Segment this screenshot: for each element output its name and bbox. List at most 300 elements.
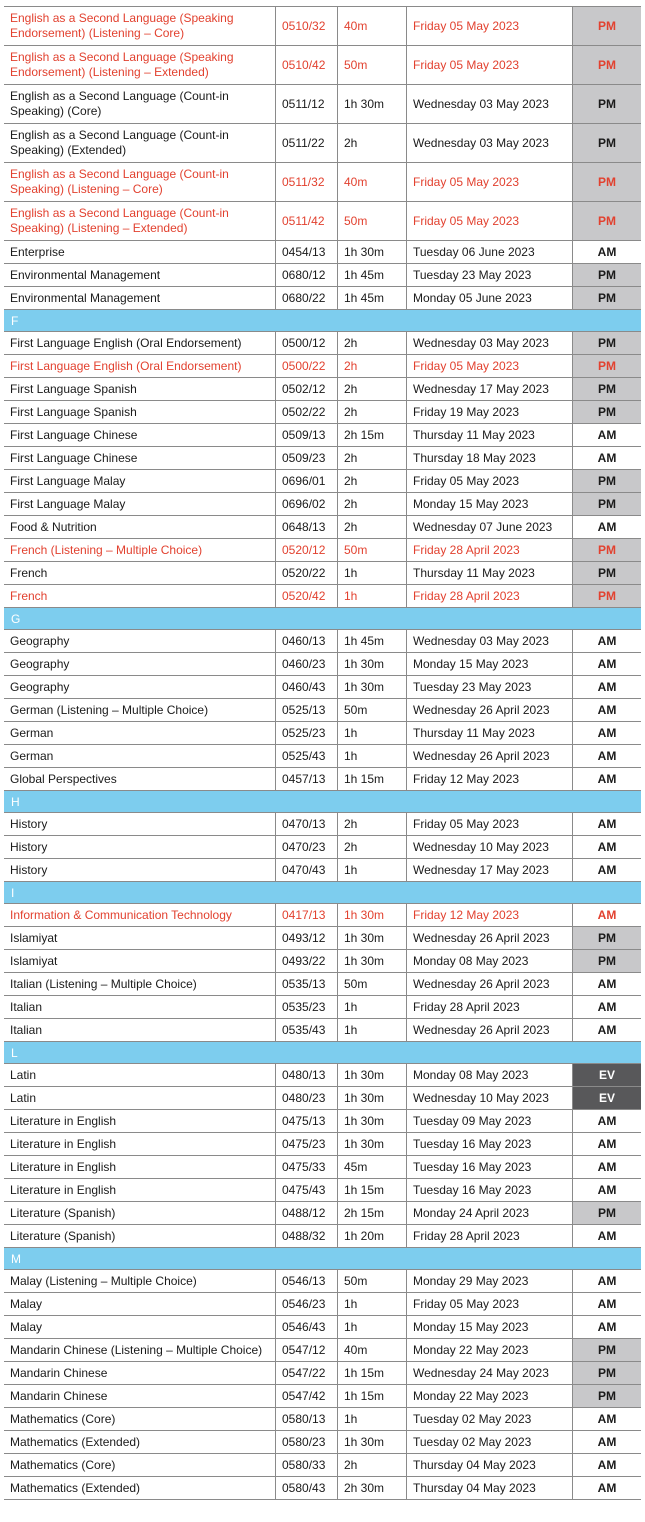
duration-cell: 1h 30m xyxy=(337,1064,406,1086)
subject-cell: Mandarin Chinese xyxy=(10,1388,108,1403)
code-cell: 0580/23 xyxy=(275,1431,337,1453)
code-cell: 0535/43 xyxy=(275,1019,337,1041)
subject-cell: Malay xyxy=(10,1296,43,1311)
duration-cell: 1h 30m xyxy=(337,676,406,698)
duration-cell: 50m xyxy=(337,699,406,721)
code-cell: 0511/32 xyxy=(275,163,337,201)
code-cell: 0696/02 xyxy=(275,493,337,515)
session-cell: PM xyxy=(572,264,641,286)
table-row xyxy=(4,1110,641,1133)
subject-cell: English as a Second Language (Speaking Endorsement) (Listening – Extended) xyxy=(10,50,234,79)
date-cell: Monday 22 May 2023 xyxy=(406,1385,572,1407)
date-cell: Wednesday 03 May 2023 xyxy=(406,630,572,652)
duration-cell: 50m xyxy=(337,46,406,84)
subject-cell: Enterprise xyxy=(10,244,65,259)
table-row xyxy=(4,355,641,378)
date-cell: Tuesday 16 May 2023 xyxy=(406,1156,572,1178)
subject-cell: Literature in English xyxy=(10,1136,117,1151)
subject-cell: Italian (Listening – Multiple Choice) xyxy=(10,976,197,991)
date-cell: Thursday 11 May 2023 xyxy=(406,424,572,446)
session-cell: AM xyxy=(572,904,641,926)
table-row xyxy=(4,1385,641,1408)
code-cell: 0510/32 xyxy=(275,7,337,45)
session-cell: PM xyxy=(572,355,641,377)
duration-cell: 2h xyxy=(337,355,406,377)
session-cell: AM xyxy=(572,1408,641,1430)
exam-timetable xyxy=(4,6,641,1500)
code-cell: 0680/22 xyxy=(275,287,337,309)
duration-cell: 1h 30m xyxy=(337,85,406,123)
duration-cell: 1h xyxy=(337,745,406,767)
duration-cell: 1h 30m xyxy=(337,1133,406,1155)
table-row xyxy=(4,836,641,859)
subject-cell: First Language English (Oral Endorsement) xyxy=(10,358,242,373)
duration-cell: 2h 15m xyxy=(337,424,406,446)
subject-cell: Literature in English xyxy=(10,1159,117,1174)
subject-cell: Environmental Management xyxy=(10,290,161,305)
session-cell: AM xyxy=(572,1477,641,1499)
session-cell: PM xyxy=(572,470,641,492)
code-cell: 0546/43 xyxy=(275,1316,337,1338)
code-cell: 0525/13 xyxy=(275,699,337,721)
subject-cell: First Language Spanish xyxy=(10,404,137,419)
subject-cell: Mathematics (Core) xyxy=(10,1411,116,1426)
duration-cell: 1h 30m xyxy=(337,927,406,949)
table-row xyxy=(4,996,641,1019)
code-cell: 0480/23 xyxy=(275,1087,337,1109)
subject-cell: German xyxy=(10,725,54,740)
subject-cell: English as a Second Language (Count-in Speaking) (Listening – Core) xyxy=(10,167,229,196)
subject-cell: First Language English (Oral Endorsement) xyxy=(10,335,242,350)
table-row xyxy=(4,1133,641,1156)
duration-cell: 2h xyxy=(337,470,406,492)
session-cell: AM xyxy=(572,653,641,675)
code-cell: 0454/13 xyxy=(275,241,337,263)
table-row xyxy=(4,1408,641,1431)
session-cell: EV xyxy=(572,1087,641,1109)
date-cell: Thursday 11 May 2023 xyxy=(406,722,572,744)
code-cell: 0509/23 xyxy=(275,447,337,469)
subject-cell: Global Perspectives xyxy=(10,771,117,786)
table-row xyxy=(4,287,641,310)
duration-cell: 2h xyxy=(337,332,406,354)
duration-cell: 1h xyxy=(337,1019,406,1041)
date-cell: Friday 28 April 2023 xyxy=(406,996,572,1018)
code-cell: 0460/23 xyxy=(275,653,337,675)
subject-cell: Mandarin Chinese (Listening – Multiple Choice) xyxy=(10,1342,263,1357)
table-row xyxy=(4,768,641,791)
duration-cell: 2h 30m xyxy=(337,1477,406,1499)
subject-cell: German (Listening – Multiple Choice) xyxy=(10,702,209,717)
table-row xyxy=(4,1179,641,1202)
subject-cell: Italian xyxy=(10,1022,43,1037)
session-cell: AM xyxy=(572,1110,641,1132)
section-letter: G xyxy=(11,611,21,626)
code-cell: 0580/13 xyxy=(275,1408,337,1430)
session-cell: AM xyxy=(572,973,641,995)
code-cell: 0696/01 xyxy=(275,470,337,492)
date-cell: Monday 29 May 2023 xyxy=(406,1270,572,1292)
duration-cell: 1h 15m xyxy=(337,1179,406,1201)
session-cell: PM xyxy=(572,1362,641,1384)
code-cell: 0547/12 xyxy=(275,1339,337,1361)
session-cell: AM xyxy=(572,836,641,858)
duration-cell: 50m xyxy=(337,973,406,995)
subject-cell: Literature in English xyxy=(10,1182,117,1197)
code-cell: 0509/13 xyxy=(275,424,337,446)
table-row xyxy=(4,1019,641,1042)
table-row xyxy=(4,927,641,950)
date-cell: Tuesday 02 May 2023 xyxy=(406,1431,572,1453)
session-cell: PM xyxy=(572,332,641,354)
duration-cell: 2h xyxy=(337,516,406,538)
duration-cell: 1h xyxy=(337,996,406,1018)
session-cell: EV xyxy=(572,1064,641,1086)
date-cell: Tuesday 02 May 2023 xyxy=(406,1408,572,1430)
duration-cell: 1h 45m xyxy=(337,287,406,309)
duration-cell: 2h xyxy=(337,401,406,423)
session-cell: PM xyxy=(572,85,641,123)
table-row xyxy=(4,1454,641,1477)
subject-cell: Mathematics (Core) xyxy=(10,1457,116,1472)
session-cell: PM xyxy=(572,378,641,400)
code-cell: 0520/42 xyxy=(275,585,337,607)
duration-cell: 50m xyxy=(337,539,406,561)
duration-cell: 1h 30m xyxy=(337,1087,406,1109)
subject-cell: Islamiyat xyxy=(10,930,58,945)
date-cell: Friday 28 April 2023 xyxy=(406,539,572,561)
date-cell: Tuesday 06 June 2023 xyxy=(406,241,572,263)
session-cell: PM xyxy=(572,46,641,84)
table-row xyxy=(4,447,641,470)
section-letter: H xyxy=(11,794,20,809)
code-cell: 0493/22 xyxy=(275,950,337,972)
session-cell: PM xyxy=(572,202,641,240)
session-cell: PM xyxy=(572,7,641,45)
table-row xyxy=(4,7,641,46)
date-cell: Thursday 18 May 2023 xyxy=(406,447,572,469)
session-cell: AM xyxy=(572,1270,641,1292)
table-row xyxy=(4,813,641,836)
session-cell: AM xyxy=(572,516,641,538)
duration-cell: 50m xyxy=(337,202,406,240)
subject-cell: Latin xyxy=(10,1067,37,1082)
table-row xyxy=(4,163,641,202)
session-cell: AM xyxy=(572,676,641,698)
section-header-g xyxy=(4,608,641,630)
date-cell: Wednesday 17 May 2023 xyxy=(406,859,572,881)
table-row xyxy=(4,539,641,562)
duration-cell: 1h 30m xyxy=(337,241,406,263)
code-cell: 0511/42 xyxy=(275,202,337,240)
subject-cell: French (Listening – Multiple Choice) xyxy=(10,542,203,557)
subject-cell: First Language Chinese xyxy=(10,450,138,465)
date-cell: Wednesday 10 May 2023 xyxy=(406,1087,572,1109)
code-cell: 0488/32 xyxy=(275,1225,337,1247)
table-row xyxy=(4,562,641,585)
table-row xyxy=(4,124,641,163)
subject-cell: First Language Spanish xyxy=(10,381,137,396)
duration-cell: 1h 45m xyxy=(337,630,406,652)
duration-cell: 2h xyxy=(337,813,406,835)
code-cell: 0470/13 xyxy=(275,813,337,835)
date-cell: Wednesday 26 April 2023 xyxy=(406,699,572,721)
session-cell: PM xyxy=(572,1385,641,1407)
section-header-l xyxy=(4,1042,641,1064)
session-cell: AM xyxy=(572,722,641,744)
duration-cell: 40m xyxy=(337,1339,406,1361)
table-row xyxy=(4,1431,641,1454)
session-cell: AM xyxy=(572,1156,641,1178)
duration-cell: 1h 15m xyxy=(337,1362,406,1384)
date-cell: Friday 05 May 2023 xyxy=(406,163,572,201)
date-cell: Tuesday 16 May 2023 xyxy=(406,1179,572,1201)
subject-cell: French xyxy=(10,588,48,603)
subject-cell: Geography xyxy=(10,656,70,671)
date-cell: Monday 08 May 2023 xyxy=(406,1064,572,1086)
subject-cell: History xyxy=(10,862,48,877)
subject-cell: Environmental Management xyxy=(10,267,161,282)
date-cell: Thursday 04 May 2023 xyxy=(406,1454,572,1476)
session-cell: AM xyxy=(572,1293,641,1315)
code-cell: 0547/22 xyxy=(275,1362,337,1384)
table-row xyxy=(4,401,641,424)
date-cell: Wednesday 24 May 2023 xyxy=(406,1362,572,1384)
date-cell: Tuesday 23 May 2023 xyxy=(406,264,572,286)
session-cell: PM xyxy=(572,401,641,423)
code-cell: 0500/12 xyxy=(275,332,337,354)
session-cell: PM xyxy=(572,562,641,584)
session-cell: AM xyxy=(572,1019,641,1041)
table-row xyxy=(4,202,641,241)
date-cell: Friday 12 May 2023 xyxy=(406,904,572,926)
date-cell: Thursday 04 May 2023 xyxy=(406,1477,572,1499)
session-cell: AM xyxy=(572,1133,641,1155)
subject-cell: History xyxy=(10,816,48,831)
section-letter: I xyxy=(11,885,15,900)
code-cell: 0546/13 xyxy=(275,1270,337,1292)
session-cell: PM xyxy=(572,1202,641,1224)
table-row xyxy=(4,585,641,608)
subject-cell: Geography xyxy=(10,633,70,648)
date-cell: Friday 28 April 2023 xyxy=(406,585,572,607)
session-cell: AM xyxy=(572,1179,641,1201)
session-cell: PM xyxy=(572,287,641,309)
duration-cell: 1h 45m xyxy=(337,264,406,286)
code-cell: 0580/33 xyxy=(275,1454,337,1476)
table-row xyxy=(4,745,641,768)
session-cell: AM xyxy=(572,1454,641,1476)
duration-cell: 1h xyxy=(337,859,406,881)
duration-cell: 40m xyxy=(337,7,406,45)
session-cell: AM xyxy=(572,745,641,767)
subject-cell: Geography xyxy=(10,679,70,694)
session-cell: AM xyxy=(572,859,641,881)
date-cell: Wednesday 17 May 2023 xyxy=(406,378,572,400)
date-cell: Friday 12 May 2023 xyxy=(406,768,572,790)
table-row xyxy=(4,516,641,539)
table-row xyxy=(4,950,641,973)
code-cell: 0520/12 xyxy=(275,539,337,561)
duration-cell: 2h xyxy=(337,493,406,515)
subject-cell: First Language Malay xyxy=(10,496,126,511)
subject-cell: Information & Communication Technology xyxy=(10,907,232,922)
subject-cell: English as a Second Language (Count-in Speaking) (Listening – Extended) xyxy=(10,206,229,235)
session-cell: PM xyxy=(572,163,641,201)
code-cell: 0535/13 xyxy=(275,973,337,995)
date-cell: Wednesday 26 April 2023 xyxy=(406,973,572,995)
table-row xyxy=(4,1202,641,1225)
subject-cell: English as a Second Language (Count-in Speaking) (Extended) xyxy=(10,128,229,157)
code-cell: 0488/12 xyxy=(275,1202,337,1224)
duration-cell: 50m xyxy=(337,1270,406,1292)
session-cell: AM xyxy=(572,1316,641,1338)
table-row xyxy=(4,1316,641,1339)
subject-cell: Malay (Listening – Multiple Choice) xyxy=(10,1273,197,1288)
subject-cell: Food & Nutrition xyxy=(10,519,97,534)
subject-cell: Literature (Spanish) xyxy=(10,1228,116,1243)
code-cell: 0546/23 xyxy=(275,1293,337,1315)
table-row xyxy=(4,1225,641,1248)
date-cell: Friday 05 May 2023 xyxy=(406,202,572,240)
section-header-m xyxy=(4,1248,641,1270)
session-cell: PM xyxy=(572,539,641,561)
duration-cell: 1h xyxy=(337,585,406,607)
code-cell: 0648/13 xyxy=(275,516,337,538)
session-cell: PM xyxy=(572,493,641,515)
date-cell: Wednesday 03 May 2023 xyxy=(406,85,572,123)
subject-cell: Malay xyxy=(10,1319,43,1334)
session-cell: AM xyxy=(572,447,641,469)
duration-cell: 1h xyxy=(337,722,406,744)
subject-cell: English as a Second Language (Count-in Speaking) (Core) xyxy=(10,89,229,118)
duration-cell: 2h xyxy=(337,1454,406,1476)
table-row xyxy=(4,1156,641,1179)
code-cell: 0480/13 xyxy=(275,1064,337,1086)
date-cell: Monday 08 May 2023 xyxy=(406,950,572,972)
table-row xyxy=(4,470,641,493)
code-cell: 0520/22 xyxy=(275,562,337,584)
session-cell: AM xyxy=(572,1431,641,1453)
code-cell: 0680/12 xyxy=(275,264,337,286)
duration-cell: 1h xyxy=(337,1408,406,1430)
date-cell: Tuesday 09 May 2023 xyxy=(406,1110,572,1132)
table-row xyxy=(4,264,641,287)
table-row xyxy=(4,653,641,676)
table-row xyxy=(4,630,641,653)
duration-cell: 1h 15m xyxy=(337,1385,406,1407)
table-row xyxy=(4,904,641,927)
date-cell: Wednesday 07 June 2023 xyxy=(406,516,572,538)
subject-cell: Italian xyxy=(10,999,43,1014)
table-row xyxy=(4,699,641,722)
session-cell: PM xyxy=(572,1339,641,1361)
session-cell: AM xyxy=(572,241,641,263)
subject-cell: French xyxy=(10,565,48,580)
duration-cell: 1h 15m xyxy=(337,768,406,790)
table-row xyxy=(4,676,641,699)
table-row xyxy=(4,378,641,401)
date-cell: Friday 05 May 2023 xyxy=(406,1293,572,1315)
section-letter: M xyxy=(11,1251,21,1266)
session-cell: AM xyxy=(572,996,641,1018)
date-cell: Friday 05 May 2023 xyxy=(406,46,572,84)
date-cell: Monday 15 May 2023 xyxy=(406,493,572,515)
date-cell: Monday 15 May 2023 xyxy=(406,1316,572,1338)
duration-cell: 1h 30m xyxy=(337,1110,406,1132)
subject-cell: Mandarin Chinese xyxy=(10,1365,108,1380)
date-cell: Wednesday 10 May 2023 xyxy=(406,836,572,858)
date-cell: Friday 05 May 2023 xyxy=(406,470,572,492)
code-cell: 0502/12 xyxy=(275,378,337,400)
date-cell: Friday 05 May 2023 xyxy=(406,7,572,45)
table-row xyxy=(4,241,641,264)
session-cell: PM xyxy=(572,927,641,949)
duration-cell: 1h 30m xyxy=(337,950,406,972)
date-cell: Tuesday 16 May 2023 xyxy=(406,1133,572,1155)
duration-cell: 1h xyxy=(337,562,406,584)
duration-cell: 45m xyxy=(337,1156,406,1178)
subject-cell: Islamiyat xyxy=(10,953,58,968)
duration-cell: 2h xyxy=(337,378,406,400)
code-cell: 0475/33 xyxy=(275,1156,337,1178)
session-cell: PM xyxy=(572,585,641,607)
code-cell: 0525/43 xyxy=(275,745,337,767)
duration-cell: 1h xyxy=(337,1293,406,1315)
subject-cell: German xyxy=(10,748,54,763)
duration-cell: 2h xyxy=(337,836,406,858)
code-cell: 0535/23 xyxy=(275,996,337,1018)
subject-cell: Literature (Spanish) xyxy=(10,1205,116,1220)
date-cell: Friday 19 May 2023 xyxy=(406,401,572,423)
subject-cell: Latin xyxy=(10,1090,37,1105)
date-cell: Tuesday 23 May 2023 xyxy=(406,676,572,698)
duration-cell: 40m xyxy=(337,163,406,201)
table-row xyxy=(4,1270,641,1293)
section-letter: F xyxy=(11,313,19,328)
table-row xyxy=(4,722,641,745)
code-cell: 0511/22 xyxy=(275,124,337,162)
date-cell: Wednesday 26 April 2023 xyxy=(406,1019,572,1041)
table-row xyxy=(4,1064,641,1087)
date-cell: Friday 28 April 2023 xyxy=(406,1225,572,1247)
duration-cell: 1h 30m xyxy=(337,653,406,675)
table-row xyxy=(4,1087,641,1110)
subject-cell: Literature in English xyxy=(10,1113,117,1128)
session-cell: AM xyxy=(572,699,641,721)
code-cell: 0470/43 xyxy=(275,859,337,881)
date-cell: Wednesday 03 May 2023 xyxy=(406,124,572,162)
date-cell: Friday 05 May 2023 xyxy=(406,813,572,835)
code-cell: 0547/42 xyxy=(275,1385,337,1407)
session-cell: AM xyxy=(572,813,641,835)
session-cell: AM xyxy=(572,424,641,446)
section-letter: L xyxy=(11,1045,18,1060)
code-cell: 0511/12 xyxy=(275,85,337,123)
subject-cell: First Language Chinese xyxy=(10,427,138,442)
section-header-f xyxy=(4,310,641,332)
table-row xyxy=(4,85,641,124)
duration-cell: 1h 30m xyxy=(337,1431,406,1453)
table-row xyxy=(4,1477,641,1500)
table-row xyxy=(4,493,641,516)
subject-cell: First Language Malay xyxy=(10,473,126,488)
duration-cell: 2h 15m xyxy=(337,1202,406,1224)
code-cell: 0502/22 xyxy=(275,401,337,423)
table-row xyxy=(4,1293,641,1316)
code-cell: 0493/12 xyxy=(275,927,337,949)
code-cell: 0475/23 xyxy=(275,1133,337,1155)
